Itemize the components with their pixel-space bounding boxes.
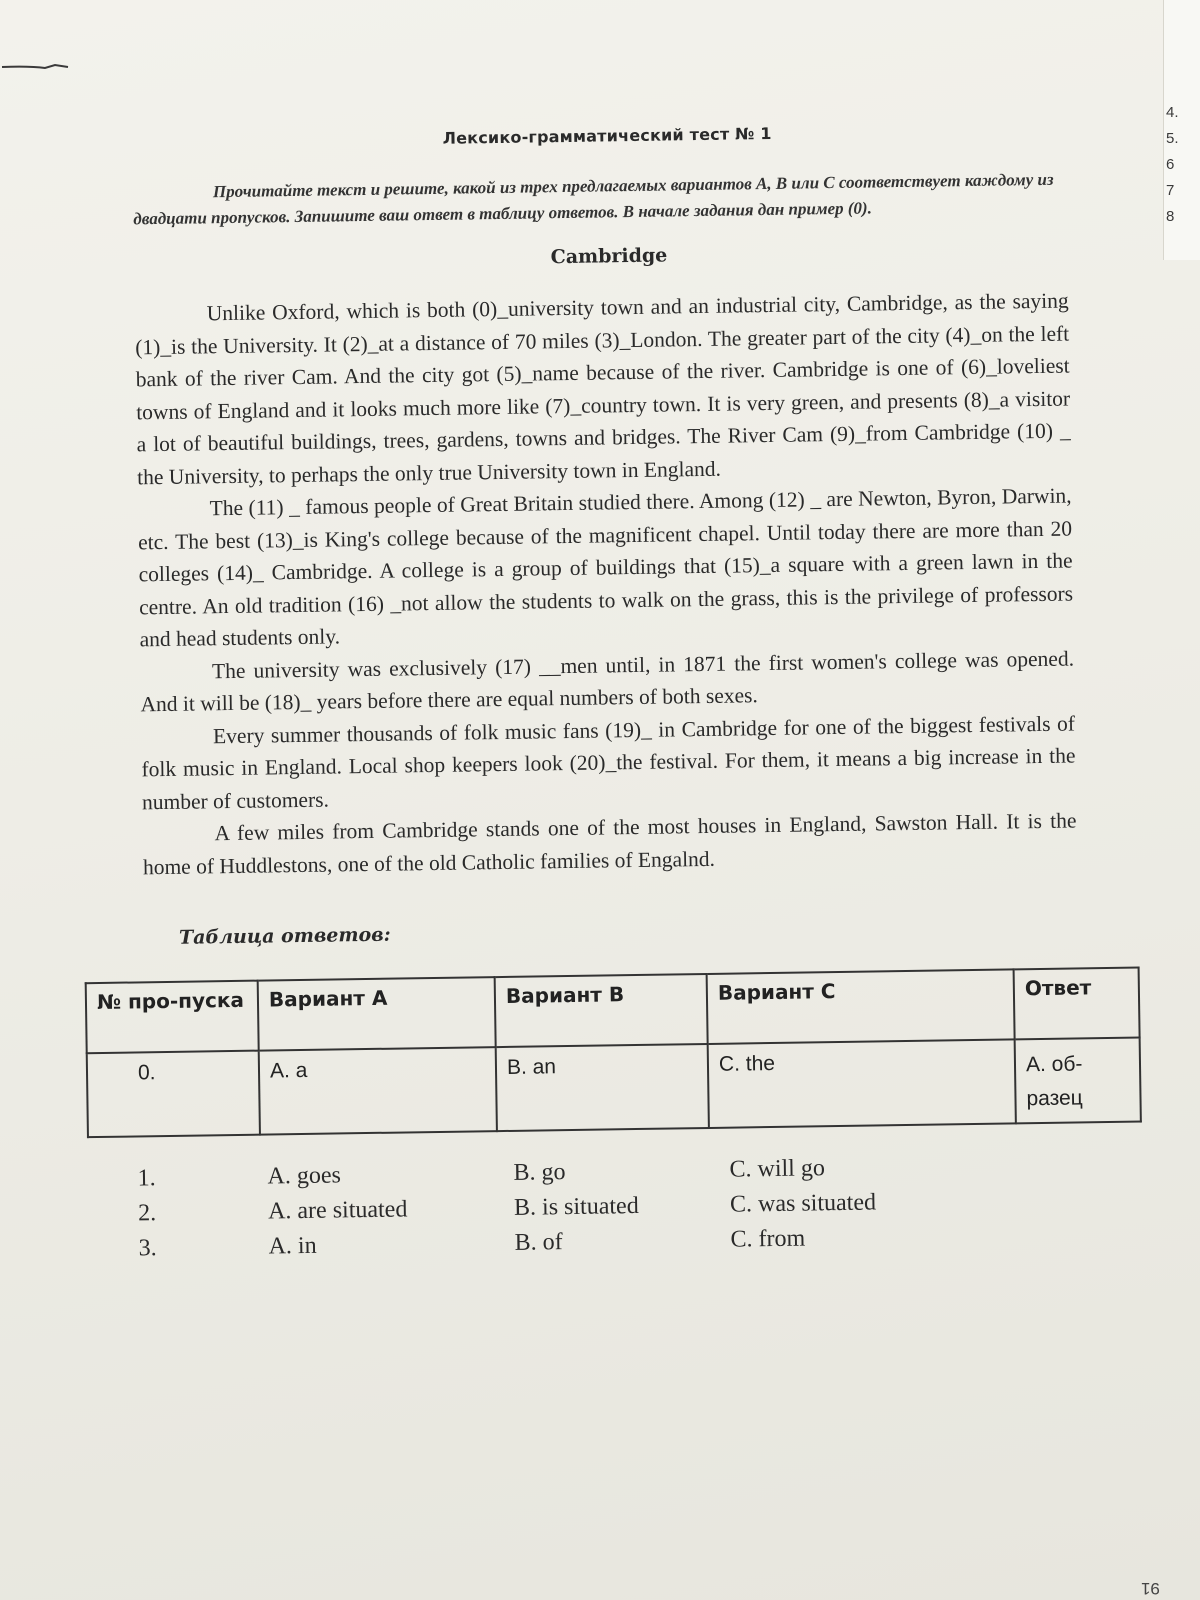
passage-paragraph: Unlike Oxford, which is both (0)_university town and an industrial city, Cambridge, as the saying (1)_is the University. It (2)_at a distance of 70 miles (3)_London. The greater part of the city (4)_on the left bank of the river Cam. And the city got (5)_name because of the river. Cambridge is one of (6)_loveliest towns of England and it looks much more like (7)_country town. It is very green, and presents (8)_a visitor a lot of beautiful buildings, trees, gardens, towns and bridges. The River Cam (9)_from Cambridge (10) _ the University, to perhaps the only true University town in England. [135,288,1071,489]
passage-paragraph: The (11) _ famous people of Great Britain studied there. Among (12) _ are Newton, Byron, Darwin, etc. The best (13)_is King's college because of the magnificent chapel. Until today there are more than 20 colleges (14)_ Cambridge. A college is a group of buildings that (15)_a square with a green lawn in the centre. An old tradition (16) _not allow the students to walk on the grass, this is the privilege of professors and head students only. [137,483,1074,652]
edge-digit: 6 [1166,156,1175,173]
option-b: B. of [514,1229,563,1256]
header-variant-c: Вариант С [707,969,1015,1044]
header-gap-number: № про-пуска [86,981,259,1054]
passage-paragraph: Every summer thousands of folk music fans (19)_ in Cambridge for one of the biggest festivals of folk music in England. Local shop keepers look (20)_the festival. For them, it means a big increase in the number of customers. [141,710,1076,814]
edge-digit: 8 [1166,208,1175,225]
example-row [87,1038,1141,1138]
example-answer: A. об-разец [1015,1038,1141,1124]
option-b: B. go [513,1159,566,1186]
text-title: Cambridge [550,244,668,269]
header-variant-b: Вариант В [495,974,708,1047]
option-a: A. goes [267,1162,342,1190]
adjacent-page-digits [1166,100,1196,230]
edge-digit: 5. [1166,130,1179,147]
option-a: A. in [268,1232,317,1260]
pencil-mark [0,62,70,72]
page-number: 91 [1141,1579,1160,1598]
header-variant-a: Вариант А [258,977,496,1051]
task-instructions: Прочитайте текст и решите, какой из трех предлагаемых вариантов А, В или С соответствует каждому из двадцати пропусков. Запишите ваш ответ в таблицу ответов. В начале задания дан пример (0). [133,169,1054,229]
example-option-a: A. a [259,1047,497,1135]
option-c: C. was situated [729,1189,877,1218]
options-list [107,1147,1138,1267]
example-option-c: C. the [708,1039,1016,1128]
passage-paragraph: The university was exclusively (17) __men until, in 1871 the first women's college was opened. And it will be (18)_ years before there are equal numbers of both sexes. [140,645,1075,717]
passage-paragraph: A few miles from Cambridge stands one of the most houses in England, Sawston Hall. It is the home of Huddlestons, one of the old Catholic families of Engalnd. [142,808,1077,879]
option-b: B. is situated [513,1193,639,1221]
option-c: C. will go [729,1155,826,1183]
reading-passage [95,284,1134,884]
header-answer: Ответ [1014,968,1140,1040]
document-content [92,113,1139,1267]
test-title: Лексико-грамматический тест № 1 [442,123,772,148]
adjacent-page-edge [1163,0,1200,260]
edge-digit: 4. [1166,104,1179,121]
option-number: 2. [137,1200,157,1227]
example-option-b: B. an [496,1044,709,1131]
option-a: A. are situated [267,1196,408,1225]
answer-table-title: Таблица ответов: [178,923,391,949]
option-number: 3. [138,1235,157,1262]
edge-digit: 7 [1166,182,1175,199]
answer-table [85,967,1142,1139]
example-num: 0. [87,1051,260,1138]
option-number: 1. [137,1165,156,1192]
option-c: C. from [730,1225,806,1253]
